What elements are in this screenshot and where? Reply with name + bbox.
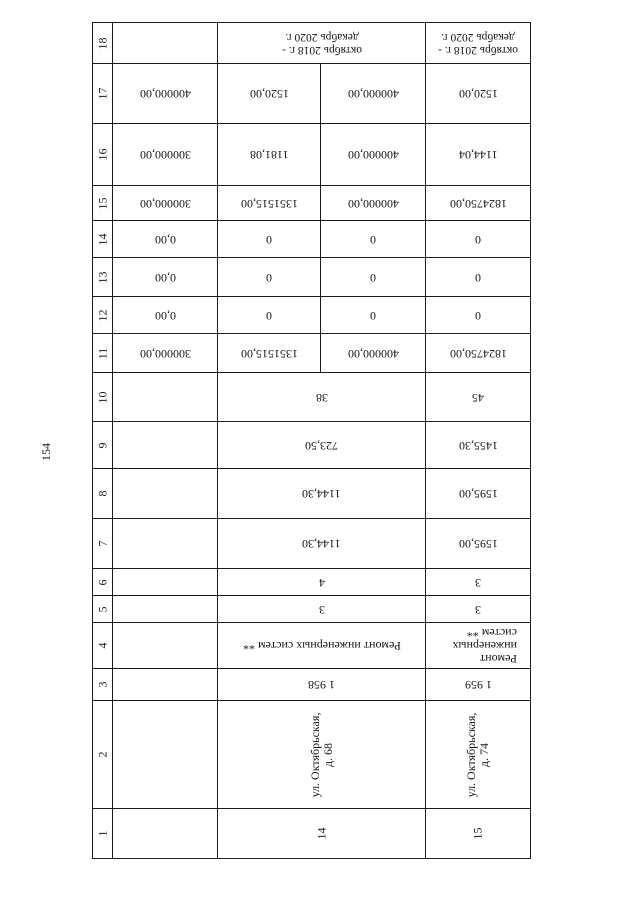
column-number-16 (92, 123, 113, 186)
empty-cell (112, 468, 218, 519)
table-cell (217, 468, 426, 519)
year-text: 1 959 (464, 678, 492, 692)
continuation-cell (112, 63, 218, 124)
column-number-label: 9 (95, 442, 109, 448)
cell-value: 3 (475, 575, 481, 590)
cell-value: 38 (315, 390, 328, 405)
column-number-label: 7 (95, 540, 109, 547)
subrow-cell (320, 333, 426, 373)
column-number-label: 15 (95, 197, 109, 209)
continuation-cell (112, 257, 218, 297)
column-number-label: 4 (95, 642, 109, 649)
table-cell (425, 296, 531, 334)
continuation-cell (112, 333, 218, 373)
subrow-cell (320, 296, 426, 334)
cell-value: 1824750,00 (449, 346, 507, 361)
column-number-label: 13 (95, 271, 109, 283)
cell-value: 1351515,00 (240, 346, 298, 361)
period-cell (217, 22, 426, 64)
column-number-3 (92, 668, 113, 701)
address-text: ул. Октябрьская, д. 74 (464, 712, 491, 797)
empty-cell (112, 518, 218, 569)
cell-value: 400000,00 (347, 87, 399, 101)
row-number-text: 15 (470, 827, 485, 840)
column-number-15 (92, 185, 113, 221)
table-cell (217, 595, 426, 623)
cell-value: 0 (475, 308, 481, 323)
cell-value: 0 (370, 232, 376, 247)
cell-value: 45 (472, 390, 484, 405)
cell-value: 400000,00 (347, 148, 399, 162)
subrow-cell (320, 63, 426, 124)
empty-cell (112, 595, 218, 623)
table-cell (217, 518, 426, 569)
column-number-7 (92, 518, 113, 569)
cell-value: 400000,00 (347, 346, 399, 361)
column-number-label: 1 (95, 830, 109, 837)
table-cell (217, 568, 426, 596)
cell-value: 0 (370, 270, 376, 285)
column-number-10 (92, 372, 113, 422)
column-number-6 (92, 568, 113, 596)
column-number-label: 14 (95, 233, 109, 245)
subrow-cell (320, 257, 426, 297)
column-number-14 (92, 220, 113, 258)
address-cell (217, 700, 426, 809)
continuation-cell (112, 296, 218, 334)
cell-value: 0 (266, 308, 272, 323)
column-number-18 (92, 22, 113, 64)
cell-value: 300000,00 (139, 346, 191, 361)
cell-value: 0 (266, 232, 272, 247)
table-cell (425, 220, 531, 258)
cell-value: 1455,30 (458, 438, 498, 453)
subrow-cell (217, 185, 321, 221)
cell-value: 1144,04 (458, 148, 498, 162)
empty-cell (112, 668, 218, 701)
column-number-label: 12 (95, 309, 109, 321)
work-type-text: Ремонт инженерных систем ** (452, 626, 517, 666)
table-cell (425, 468, 531, 519)
column-number-label: 3 (95, 681, 109, 688)
column-number-5 (92, 595, 113, 623)
period-text: октябрь 2018 г. - декабрь 2020 г. (281, 31, 362, 56)
column-number-label: 10 (95, 391, 109, 403)
page-number: 154 (39, 443, 53, 461)
table-cell (425, 257, 531, 297)
year-cell (217, 668, 426, 701)
subrow-cell (217, 257, 321, 297)
cell-value: 0 (266, 270, 272, 285)
row-number-text: 14 (314, 827, 328, 840)
cell-value: 0,00 (154, 232, 176, 247)
column-number-label: 2 (95, 751, 109, 758)
continuation-cell (112, 220, 218, 258)
table-cell (425, 372, 531, 422)
empty-cell (112, 808, 218, 859)
address-cell (425, 700, 531, 809)
table-cell (425, 333, 531, 373)
row-number-cell (217, 808, 426, 859)
table-cell (425, 63, 531, 124)
column-number-label: 8 (95, 490, 109, 497)
table-cell (425, 185, 531, 221)
column-number-4 (92, 622, 113, 669)
subrow-cell (320, 220, 426, 258)
period-cell (425, 22, 531, 64)
cell-value: 1181,08 (249, 148, 289, 162)
column-number-11 (92, 333, 113, 373)
empty-cell (112, 568, 218, 596)
column-number-9 (92, 421, 113, 469)
cell-value: 0 (370, 308, 376, 323)
cell-value: 0,00 (154, 270, 176, 285)
cell-value: 1144,30 (302, 537, 341, 551)
work-type-cell (217, 622, 426, 669)
cell-value: 1351515,00 (240, 196, 298, 211)
cell-value: 1520,00 (249, 87, 289, 101)
cell-value: 723,50 (305, 438, 338, 453)
work-type-text: Ремонт инженерных систем ** (242, 639, 401, 653)
column-number-label: 6 (95, 579, 109, 585)
subrow-cell (217, 333, 321, 373)
cell-value: 3 (318, 602, 325, 617)
cell-value: 0 (475, 232, 481, 247)
table-cell (425, 518, 531, 569)
subrow-cell (217, 296, 321, 334)
cell-value: 1595,00 (458, 487, 498, 501)
table-cell (425, 595, 531, 623)
column-number-label: 16 (95, 148, 109, 161)
cell-value: 4 (318, 575, 325, 590)
empty-cell (112, 372, 218, 422)
cell-value: 0,00 (154, 308, 176, 323)
empty-cell (112, 700, 218, 809)
subrow-cell (217, 220, 321, 258)
subrow-cell (217, 63, 321, 124)
column-number-12 (92, 296, 113, 334)
cell-value: 300000,00 (139, 148, 191, 162)
empty-cell (112, 622, 218, 669)
continuation-cell (112, 185, 218, 221)
subrow-cell (320, 185, 426, 221)
empty-cell (112, 421, 218, 469)
column-number-17 (92, 63, 113, 124)
column-number-1 (92, 808, 113, 859)
cell-value: 0 (475, 270, 481, 285)
column-number-label: 18 (95, 37, 109, 49)
table-cell (217, 421, 426, 469)
cell-value: 300000,00 (139, 196, 191, 211)
table-cell (425, 568, 531, 596)
continuation-cell (112, 123, 218, 186)
row-number-cell (425, 808, 531, 859)
subrow-cell (217, 123, 321, 186)
cell-value: 400000,00 (347, 196, 399, 211)
column-number-2 (92, 700, 113, 809)
cell-value: 1144,30 (302, 487, 341, 501)
column-number-13 (92, 257, 113, 297)
subrow-cell (320, 123, 426, 186)
year-text: 1 958 (308, 678, 335, 692)
cell-value: 3 (475, 602, 481, 617)
empty-cell (112, 22, 218, 64)
work-type-cell (425, 622, 531, 669)
cell-value: 1824750,00 (449, 196, 507, 211)
column-number-label: 17 (95, 87, 109, 100)
cell-value: 1520,00 (458, 87, 498, 101)
table-cell (217, 372, 426, 422)
period-text: октябрь 2018 г. - декабрь 2020 г. (438, 31, 518, 56)
column-number-label: 5 (95, 606, 109, 612)
address-text: ул. Октябрьская, д. 68 (307, 712, 335, 797)
cell-value: 1595,00 (458, 537, 498, 551)
column-number-8 (92, 468, 113, 519)
year-cell (425, 668, 531, 701)
column-number-label: 11 (95, 347, 109, 359)
table-cell (425, 123, 531, 186)
cell-value: 400000,00 (139, 87, 191, 101)
table-cell (425, 421, 531, 469)
